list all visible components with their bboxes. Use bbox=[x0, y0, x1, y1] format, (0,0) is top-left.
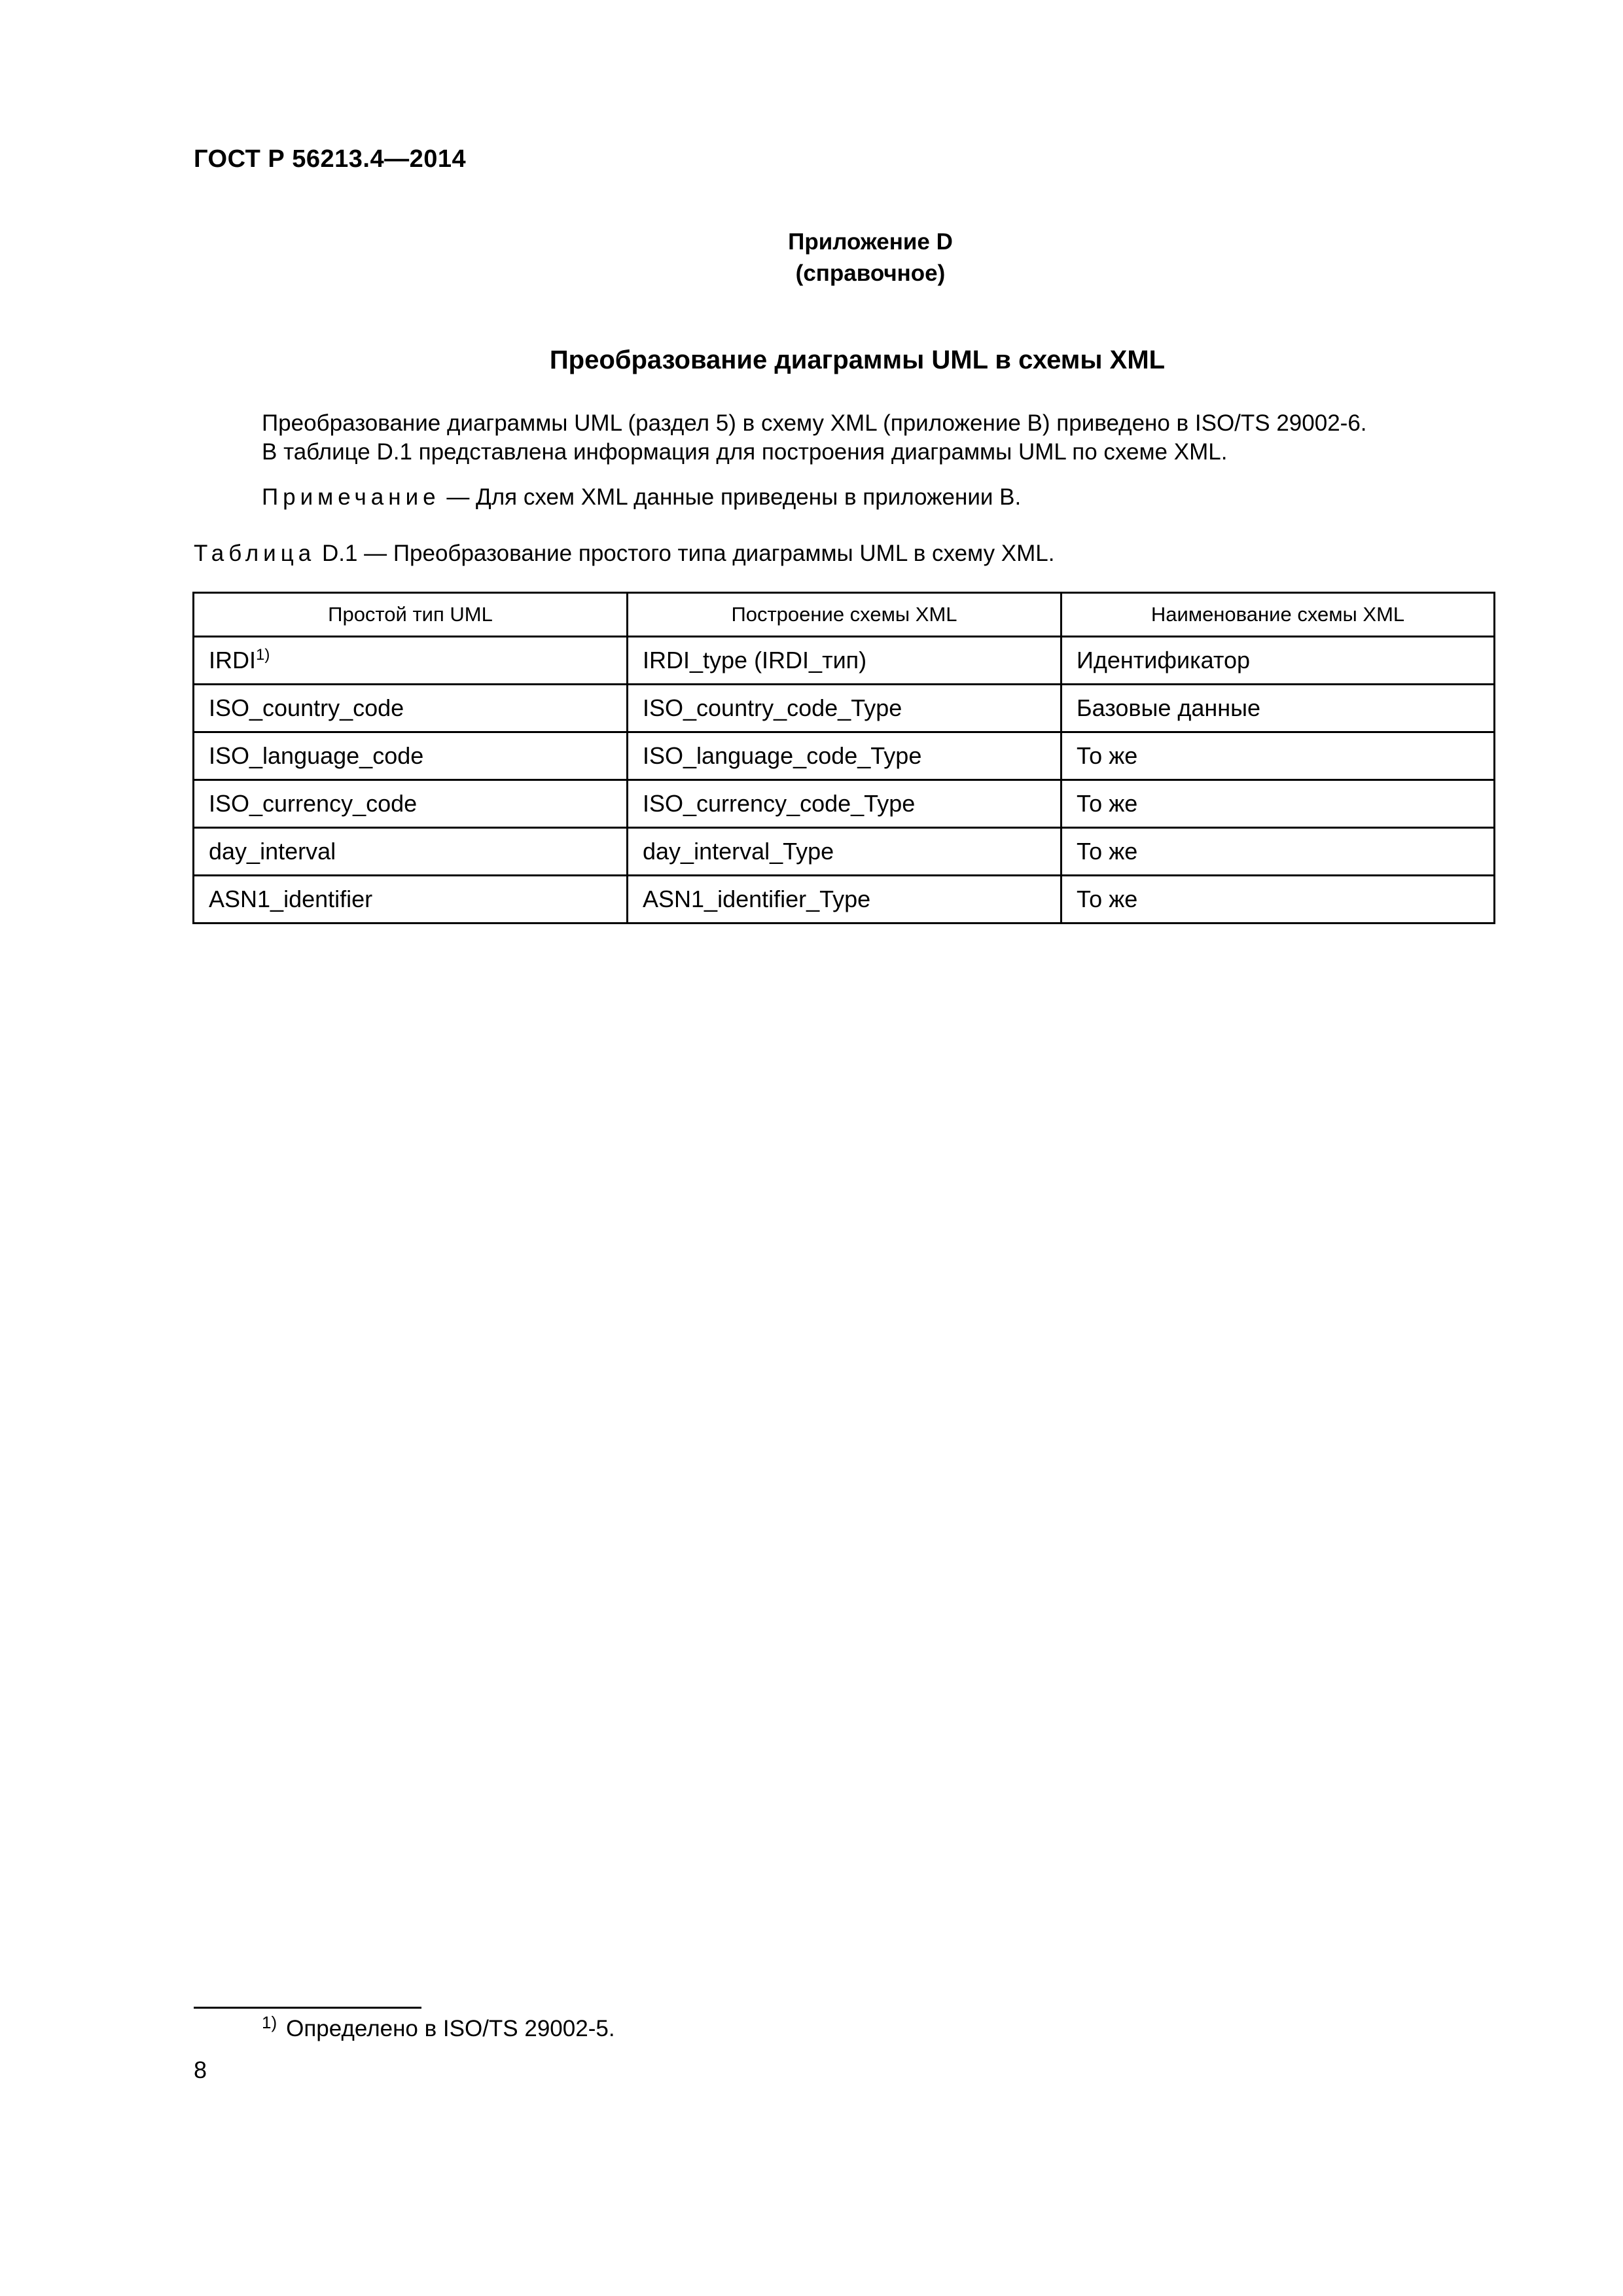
note bbox=[262, 484, 1021, 511]
conversion-table bbox=[192, 592, 1495, 924]
column-header-xml-name: Наименование схемы XML bbox=[1061, 593, 1495, 637]
table-cell: Базовые данные bbox=[1061, 685, 1495, 732]
table-row bbox=[194, 685, 1495, 732]
document-code: ГОСТ Р 56213.4—2014 bbox=[194, 145, 467, 173]
note-text: — Для схем XML данные приведены в приложении B. bbox=[440, 484, 1022, 510]
table-caption bbox=[194, 541, 1054, 567]
table-row bbox=[194, 732, 1495, 780]
table-cell: То же bbox=[1061, 828, 1495, 876]
table-row bbox=[194, 876, 1495, 924]
table-cell: ISO_country_code bbox=[194, 685, 628, 732]
table-cell: IRDI_type (IRDI_тип) bbox=[628, 637, 1061, 685]
footnote bbox=[262, 2013, 615, 2042]
column-header-uml-type: Простой тип UML bbox=[194, 593, 628, 637]
table-cell: day_interval bbox=[194, 828, 628, 876]
table-caption-label: Таблица bbox=[194, 541, 316, 566]
annex-heading bbox=[0, 226, 1623, 289]
table-cell: То же bbox=[1061, 876, 1495, 924]
body-paragraph-1: Преобразование диаграммы UML (раздел 5) в схему XML (приложение B) приведено в ISO/TS 29002-6. bbox=[262, 410, 1367, 436]
footnote-reference: 1) bbox=[256, 646, 270, 664]
page-number: 8 bbox=[194, 2056, 207, 2083]
table-row bbox=[194, 637, 1495, 685]
table-cell: ISO_language_code bbox=[194, 732, 628, 780]
footnote-mark: 1) bbox=[262, 2013, 277, 2032]
note-label: Примечание bbox=[262, 484, 440, 510]
annex-label: Приложение D bbox=[788, 229, 953, 255]
section-title: Преобразование диаграммы UML в схемы XML bbox=[549, 346, 1166, 374]
table-row bbox=[194, 780, 1495, 828]
table-cell: То же bbox=[1061, 780, 1495, 828]
table-cell: ISO_currency_code bbox=[194, 780, 628, 828]
body-paragraph-2: В таблице D.1 представлена информация для построения диаграммы UML по схеме XML. bbox=[262, 439, 1228, 465]
column-header-xml-construction: Построение схемы XML bbox=[628, 593, 1061, 637]
table-cell: ISO_currency_code_Type bbox=[628, 780, 1061, 828]
table-cell: Идентификатор bbox=[1061, 637, 1495, 685]
table-cell: ASN1_identifier bbox=[194, 876, 628, 924]
table-cell: ASN1_identifier_Type bbox=[628, 876, 1061, 924]
table-header-row bbox=[194, 593, 1495, 637]
table-caption-text: D.1 — Преобразование простого типа диаграммы UML в схему XML. bbox=[315, 541, 1055, 566]
table-cell: ISO_language_code_Type bbox=[628, 732, 1061, 780]
table-cell: То же bbox=[1061, 732, 1495, 780]
table-cell bbox=[194, 637, 628, 685]
footnote-divider bbox=[194, 2007, 421, 2009]
cell-text: IRDI bbox=[209, 647, 256, 673]
annex-type: (справочное) bbox=[795, 260, 946, 286]
table-cell: day_interval_Type bbox=[628, 828, 1061, 876]
footnote-text: Определено в ISO/TS 29002-5. bbox=[286, 2016, 615, 2041]
table-cell: ISO_country_code_Type bbox=[628, 685, 1061, 732]
table-row bbox=[194, 828, 1495, 876]
